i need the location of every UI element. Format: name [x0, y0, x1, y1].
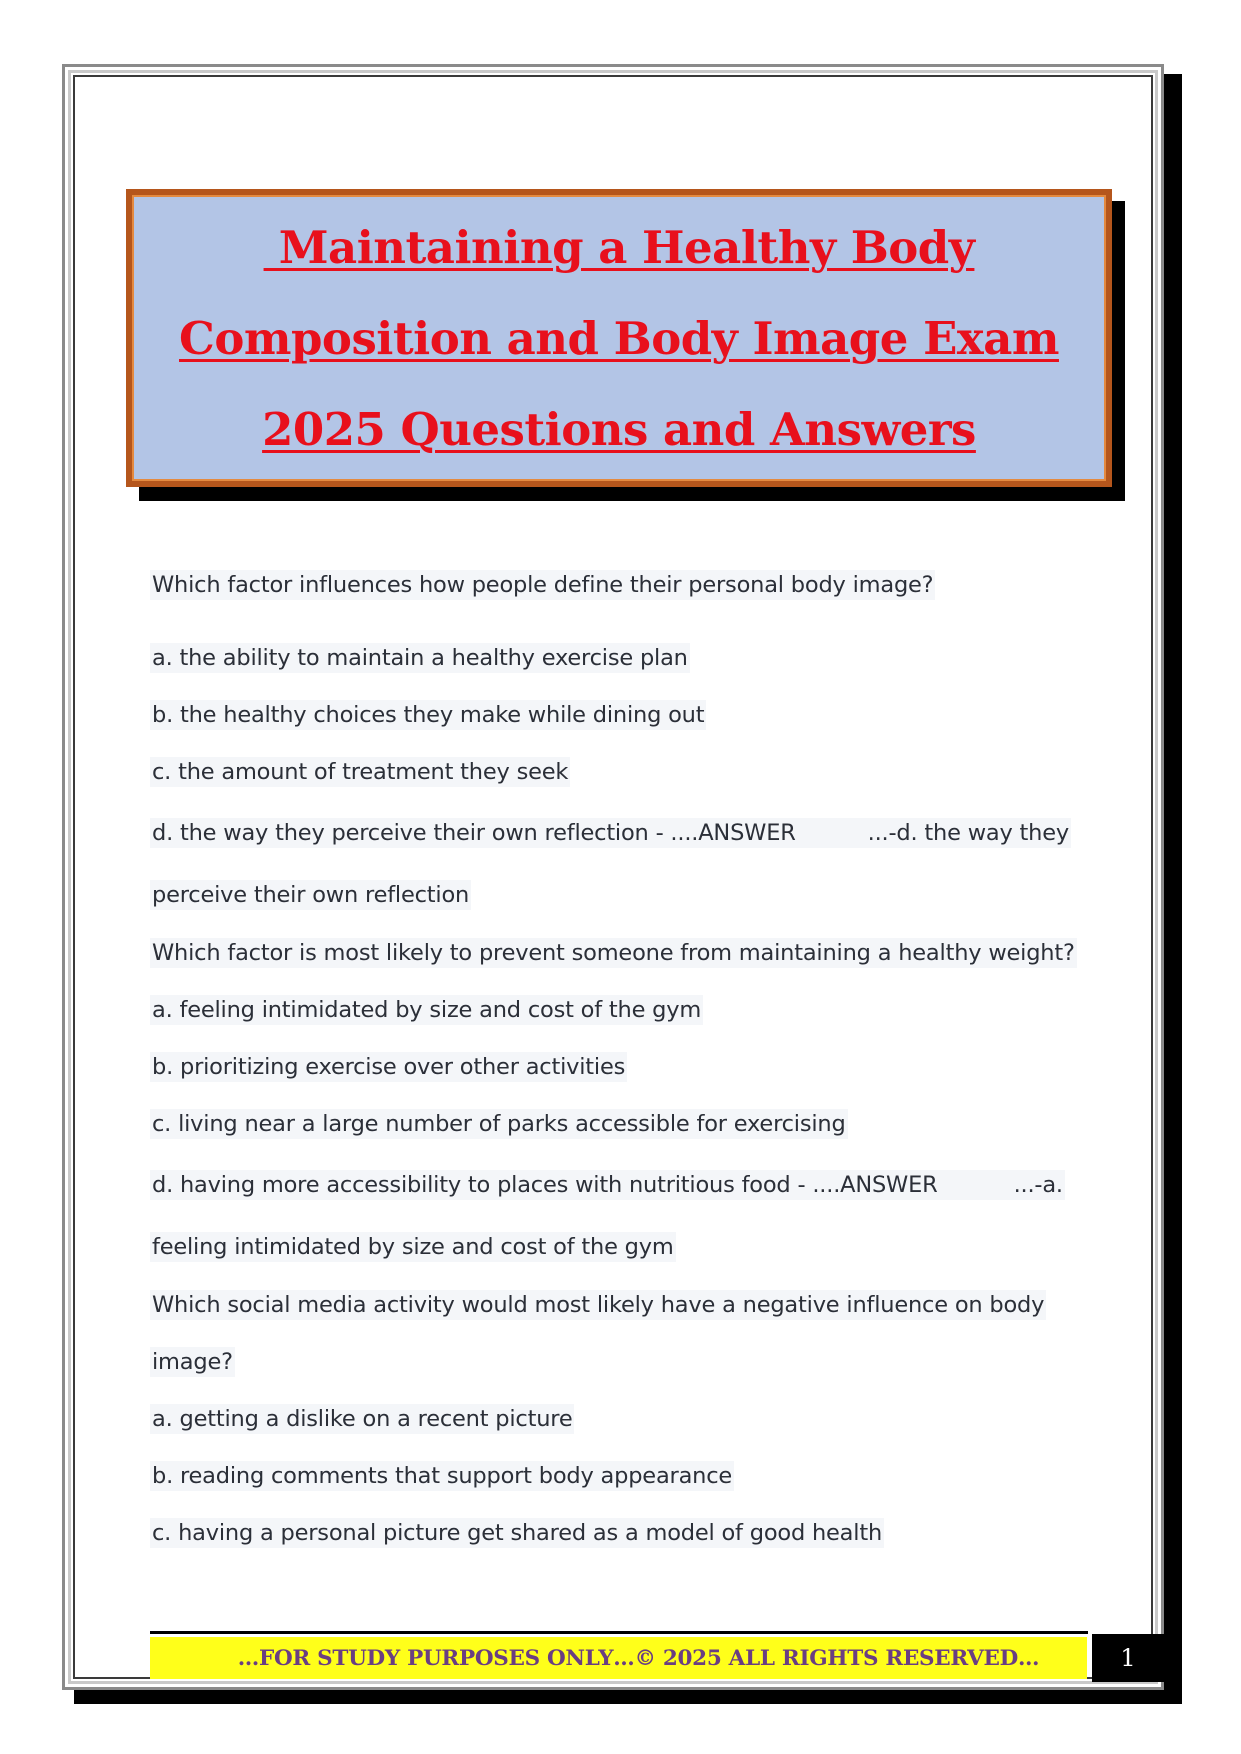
question-2-option-d-row [150, 1170, 1065, 1200]
question-2-option-a: a. feeling intimidated by size and cost of the gym [152, 997, 702, 1023]
page-number: 1 [1120, 1644, 1136, 1672]
question-2-option-b: b. prioritizing exercise over other activities [152, 1054, 626, 1080]
question-2-option-c: c. living near a large number of parks accessible for exercising [152, 1111, 846, 1137]
footer-rule [150, 1631, 1088, 1634]
question-3-option-a: a. getting a dislike on a recent picture [152, 1406, 573, 1432]
question-1-option-d: d. the way they perceive their own reflection - ....ANSWER [152, 820, 796, 846]
question-3-text-line-2: image? [152, 1349, 233, 1375]
question-3-option-b: b. reading comments that support body appearance [152, 1463, 733, 1489]
question-1-option-d-row [150, 818, 1071, 848]
document-title-line-3: 2025 Questions and Answers [262, 402, 976, 456]
footer-band [150, 1637, 1087, 1679]
page-number-box [1092, 1634, 1164, 1682]
document-title-line-2: Composition and Body Image Exam [179, 311, 1059, 365]
question-3-text-line-1: Which social media activity would most likely have a negative influence on body [152, 1292, 1045, 1318]
question-1-text: Which factor influences how people define their personal body image? [152, 572, 934, 598]
question-2-answer-prefix: ...-a. [1013, 1172, 1063, 1198]
question-2-text: Which factor is most likely to prevent someone from maintaining a healthy weight? [152, 940, 1075, 966]
question-1-option-b: b. the healthy choices they make while dining out [152, 702, 705, 728]
footer-copyright-text: …FOR STUDY PURPOSES ONLY…© 2025 ALL RIGHTS RESERVED… [237, 1645, 1040, 1671]
question-3-option-c: c. having a personal picture get shared as a model of good health [152, 1520, 883, 1546]
question-1-answer-rest: perceive their own reflection [152, 882, 470, 908]
question-1-option-c: c. the amount of treatment they seek [152, 759, 569, 785]
question-1-answer-prefix: ...-d. the way they [867, 820, 1069, 846]
question-1-option-a: a. the ability to maintain a healthy exercise plan [152, 645, 688, 671]
question-2-answer-rest: feeling intimidated by size and cost of the gym [152, 1234, 674, 1260]
question-2-option-d: d. having more accessibility to places with nutritious food - ....ANSWER [152, 1172, 938, 1198]
title-box [126, 189, 1112, 487]
document-title-line-1: Maintaining a Healthy Body [263, 220, 975, 274]
